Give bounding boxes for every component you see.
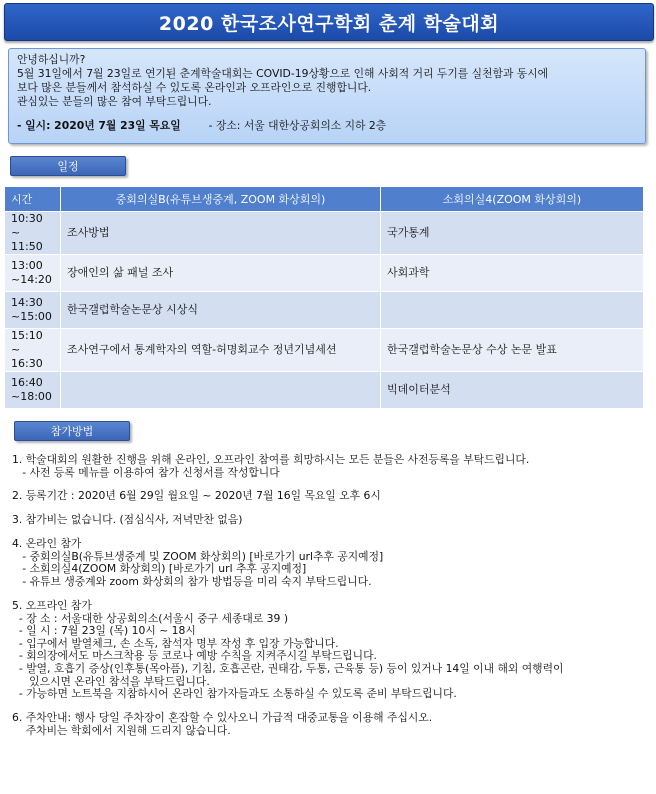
room-b-cell: 조사연구에서 통계학자의 역할-허명회교수 정년기념세션 — [61, 329, 381, 372]
page-title: 2020 한국조사연구학회 춘계 학술대회 — [158, 12, 500, 35]
intro-line: 보다 많은 분들께서 참석하실 수 있도록 온라인과 오프라인으로 진행합니다. — [17, 81, 372, 94]
header-room-4: 소회의실4(ZOOM 화상회의) — [381, 187, 644, 212]
note-line: - 가능하면 노트북을 지참하시어 온라인 참가자들과도 소통하실 수 있도록 준비 부탁드립니다. — [12, 687, 457, 701]
note-line: - 일 시 : 7월 23일 (목) 10시 ~ 18시 — [12, 624, 196, 638]
time-end: ~15:00 — [11, 310, 52, 323]
note-line: - 중회의실B(유튜브생중계 및 ZOOM 화상회의) [바로가기 url추후 공지예정] — [12, 549, 384, 563]
time-start: 10:30 — [11, 212, 43, 225]
room-b-cell: 조사방법 — [61, 212, 381, 255]
schedule-table — [4, 186, 644, 409]
time-start: 14:30 — [11, 296, 43, 309]
header-time: 시간 — [5, 187, 61, 212]
intro-line: 5월 31일에서 7월 23일로 연기된 춘계학술대회는 COVID-19상황으로 인해 사회적 거리 두기를 실천함과 동시에 — [17, 67, 549, 80]
time-end: ~ 16:30 — [11, 343, 43, 370]
room-b-cell — [61, 372, 381, 409]
blank-line — [12, 589, 642, 600]
table-row — [5, 329, 644, 372]
time-end: ~18:00 — [11, 390, 52, 403]
participation-notes — [12, 454, 642, 737]
note-line: 2. 등록기간 : 2020년 6월 29일 월요일 ~ 2020년 7월 16일 목요일 오후 6시 — [12, 489, 381, 503]
note-line: 3. 참가비는 없습니다. (점심식사, 저녁만찬 없음) — [12, 513, 243, 527]
note-line: - 장 소 : 서울대한 상공회의소(서울시 중구 세종대로 39 ) — [12, 611, 289, 625]
room-4-cell — [381, 292, 644, 329]
time-cell — [5, 292, 61, 329]
time-end: ~14:20 — [11, 273, 52, 286]
schedule-header-row — [5, 187, 644, 212]
table-row — [5, 212, 644, 255]
time-start: 13:00 — [11, 259, 43, 272]
room-4-cell: 사회과학 — [381, 255, 644, 292]
event-date: - 일시: 2020년 7월 23일 목요일 — [17, 119, 181, 132]
table-row — [5, 292, 644, 329]
time-cell — [5, 372, 61, 409]
time-start: 15:10 — [11, 329, 43, 342]
note-line: - 회의장에서도 마스크착용 등 코로나 예방 수칙을 지켜주시길 부탁드립니다. — [12, 649, 377, 663]
time-cell — [5, 255, 61, 292]
note-line: 5. 오프라인 참가 — [12, 598, 92, 612]
note-line: 6. 주차안내: 행사 당일 주차장이 혼잡할 수 있사오니 가급적 대중교통을 이용해 주십시오. — [12, 710, 433, 724]
room-4-cell: 국가통계 — [381, 212, 644, 255]
room-4-cell: 빅데이터분석 — [381, 372, 644, 409]
blank-line — [12, 527, 642, 538]
note-line: - 사전 등록 메뉴를 이용하여 참가 신청서를 작성합니다 — [12, 465, 280, 479]
schedule-section-text: 일정 — [57, 160, 79, 173]
intro-box — [8, 48, 646, 144]
note-line: 4. 온라인 참가 — [12, 537, 82, 551]
page-banner — [4, 3, 654, 41]
intro-line: 관심있는 분들의 많은 참여 부탁드립니다. — [17, 95, 212, 108]
header-room-b: 중회의실B(유튜브생중계, ZOOM 화상회의) — [61, 187, 381, 212]
table-row — [5, 372, 644, 409]
note-line: - 유튜브 생중계와 zoom 화상회의 참가 방법등을 미리 숙지 부탁드립니다. — [12, 575, 372, 589]
time-cell — [5, 329, 61, 372]
room-b-cell: 장애인의 삶 패널 조사 — [61, 255, 381, 292]
intro-line: 안녕하십니까? — [17, 53, 86, 66]
note-line: - 입구에서 발열체크, 손 소독, 참석자 명부 작성 후 입장 가능합니다. — [12, 636, 339, 650]
schedule-section-label — [10, 156, 126, 176]
time-start: 16:40 — [11, 376, 43, 389]
participation-section-text: 참가방법 — [50, 425, 94, 438]
room-b-cell: 한국갤럽학술논문상 시상식 — [61, 292, 381, 329]
table-row — [5, 255, 644, 292]
time-cell — [5, 212, 61, 255]
room-4-cell: 한국갤럽학술논문상 수상 논문 발표 — [381, 329, 644, 372]
note-line: - 발열, 호흡기 증상(인후통(목아픔), 기침, 호흡곤란, 권태감, 두통, 근육통 등) 등이 있거나 14일 이내 해외 여행력이 — [12, 661, 564, 675]
event-info — [17, 119, 637, 133]
note-line: 1. 학술대회의 원활한 진행을 위해 온라인, 오프라인 참여를 희망하시는 모든 분들은 사전등록을 부탁드립니다. — [12, 453, 530, 466]
participation-section-label — [14, 421, 130, 441]
time-end: ~ 11:50 — [11, 226, 43, 253]
note-line: 있으시면 온라인 참석을 부탁드립니다. — [12, 674, 210, 688]
event-place: - 장소: 서울 대한상공회의소 지하 2층 — [208, 119, 387, 132]
note-line: - 소회의실4(ZOOM 화상회의) [바로가기 url 추후 공지예정] — [12, 562, 307, 576]
note-line: 주차비는 학회에서 지원해 드리지 않습니다. — [12, 723, 231, 737]
